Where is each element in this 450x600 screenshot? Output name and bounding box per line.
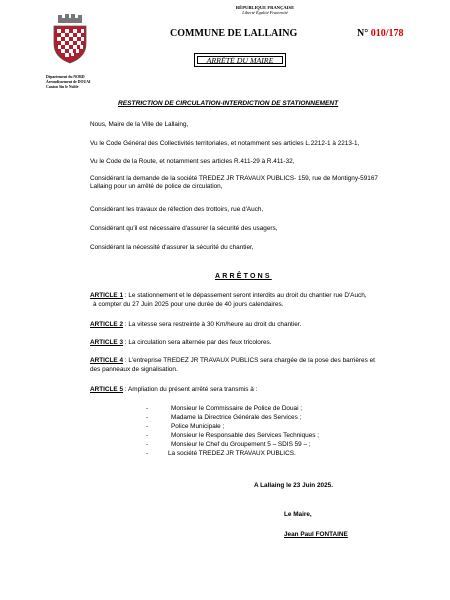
article-5 [90, 386, 257, 394]
list-item: Police Municipale ; [171, 423, 225, 430]
lallaing-crest-logo [48, 14, 92, 64]
article-3-label: ARTICLE 3 [90, 339, 124, 346]
considerant-chantier: Considérant la nécessité d'assurer la sécurité du chantier, [90, 244, 254, 251]
commune-title: COMMUNE DE LALLAING [170, 28, 298, 39]
article-1-text: : Le stationnement et le dépassement seront interdits au droit du chantier rue D'Auch, [123, 292, 367, 299]
list-item-dash: - [146, 432, 149, 439]
arrete-number-prefix: N° [357, 28, 369, 39]
date-line: A Lallaing le 23 Juin 2025. [254, 482, 333, 489]
signature-role: Le Maire, [284, 511, 312, 518]
list-item: Monsieur le Commissaire de Police de Douai ; [171, 405, 303, 412]
vu-cgct: Vu le Code Général des Collectivités territoriales, et notamment ses articles L.2212-1 à 2213-1, [90, 140, 360, 147]
article-4-label: ARTICLE 4 [90, 357, 124, 364]
article-1-label: ARTICLE 1 [90, 292, 124, 299]
document-title: RESTRICTION DE CIRCULATION-INTERDICTION DE STATIONNEMENT [118, 100, 339, 107]
list-item-dash: - [146, 450, 149, 457]
arrete-du-maire-box [194, 53, 286, 67]
arrete-number [357, 28, 404, 39]
department-block [46, 75, 90, 90]
republique-francaise: RÉPUBLIQUE FRANÇAISE [235, 5, 295, 10]
list-item: La société TREDEZ JR TRAVAUX PUBLICS. [168, 450, 296, 457]
arrondissement-line: Arrondissement de DOUAI [46, 80, 91, 84]
considerant-usagers: Considérant qu'il est nécessaire d'assurer la sécurité des usagers, [90, 225, 278, 232]
article-5-label: ARTICLE 5 [90, 386, 124, 393]
article-2-label: ARTICLE 2 [90, 321, 124, 328]
list-item-dash: - [146, 423, 149, 430]
considerant-travaux: Considérant les travaux de réfection des trottoirs, rue d'Auch, [90, 206, 264, 213]
article-4-line-1 [90, 357, 375, 365]
department-line: Département du NORD [46, 75, 85, 79]
list-item: Monsieur le Chef du Groupement 5 – SDIS 59 – ; [171, 441, 311, 448]
article-4-text: : L'entreprise TREDEZ JR TRAVAUX PUBLICS sera chargée de la pose des barrières et [123, 357, 375, 364]
article-4-line-2: des panneaux de signalisation. [90, 366, 178, 373]
article-3-text: : La circulation sera alternée par des feux tricolores. [123, 339, 272, 346]
arretons-heading: ARRÊTONS [215, 273, 272, 280]
devise: Liberté Égalité Fraternité [242, 10, 288, 15]
article-1-line-2: à compter du 27 Juin 2025 pour une durée de 40 jours calendaires. [93, 301, 284, 308]
list-item-dash: - [146, 414, 149, 421]
considerant-demande-l1: Considérant la demande de la société TREDEZ JR TRAVAUX PUBLICS- 159, rue de Montigny-59167 [90, 175, 378, 182]
list-item-dash: - [146, 405, 149, 412]
signature-name: Jean Paul FONTAINE [284, 531, 348, 538]
article-2-text: : La vitesse sera restreinte à 30 Km/heure au droit du chantier. [123, 321, 302, 328]
arrete-number-value: 010/178 [370, 28, 404, 39]
considerant-demande-l2: Lallaing pour un arrêté de police de circulation, [90, 183, 223, 190]
canton-line: Canton Sin le Noble [46, 85, 79, 89]
article-1-line-1 [90, 292, 367, 300]
republique-header [205, 5, 325, 15]
list-item: Madame la Directrice Générale des Services ; [171, 414, 302, 421]
arrete-du-maire-label: ARRÊTÉ DU MAIRE [206, 55, 274, 65]
article-5-text: : Ampliation du présent arrêté sera transmis à : [123, 386, 258, 393]
intro-line: Nous, Maire de la Ville de Lallaing, [90, 121, 189, 128]
list-item: Monsieur le Responsable des Services Techniques ; [171, 432, 320, 439]
article-3 [90, 339, 272, 347]
list-item-dash: - [146, 441, 149, 448]
vu-code-route: Vu le Code de la Route, et notamment ses articles R.411-29 à R.411-32, [90, 158, 295, 165]
article-2 [90, 321, 301, 329]
